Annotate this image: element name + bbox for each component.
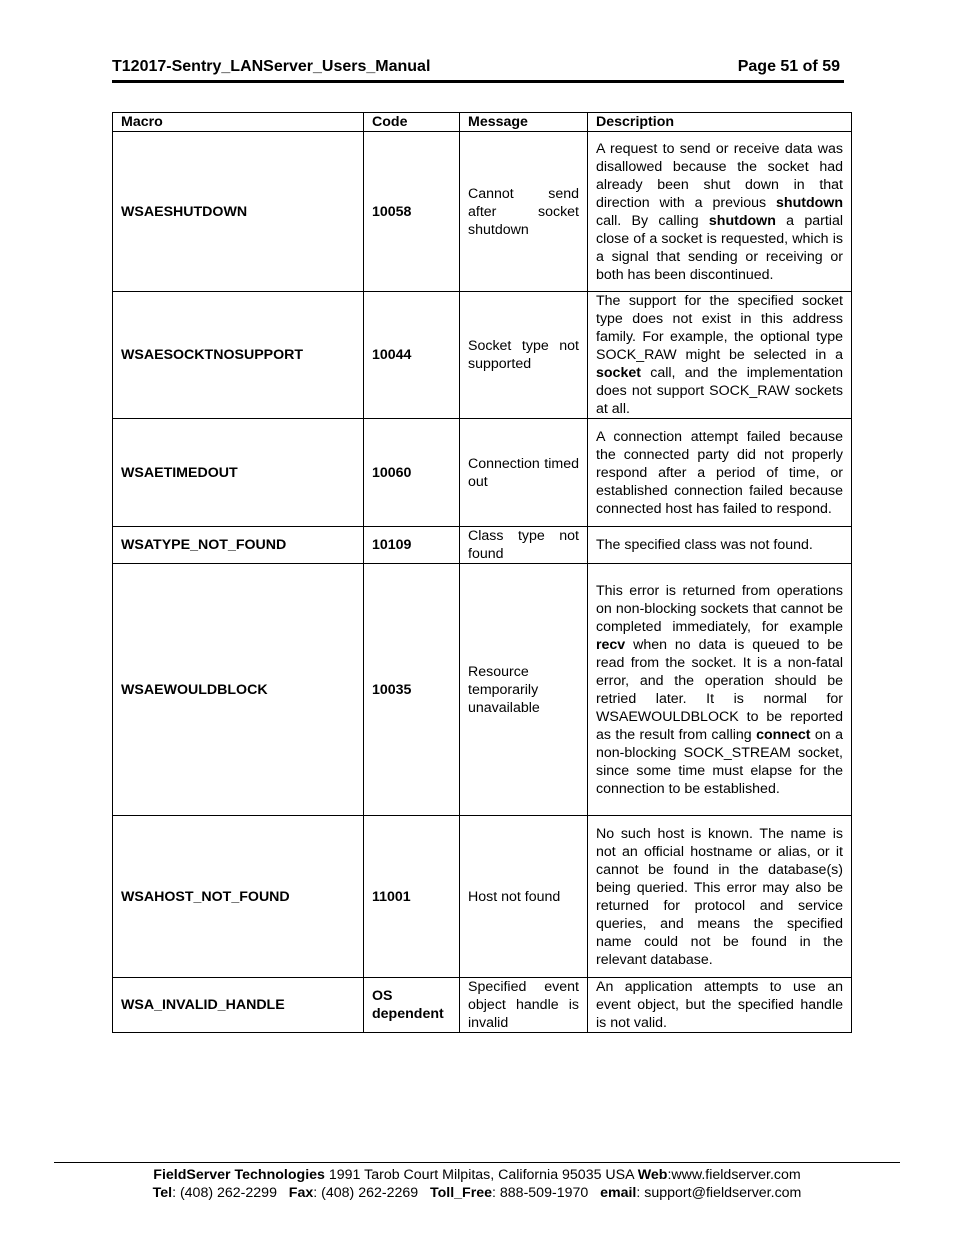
code-cell: 10109 [364, 527, 460, 564]
footer-tollfree-label: Toll_Free [429, 1185, 493, 1201]
function-name: socket [596, 365, 641, 381]
table-row [113, 978, 852, 1033]
description-cell [588, 419, 852, 527]
column-header-message: Message [460, 113, 588, 132]
table-header-row [113, 113, 852, 132]
description-text: A connection attempt failed because the connected party did not properly respond after a period of time, or established connection failed because connected host has failed to respond. [596, 428, 843, 517]
code-cell: 11001 [364, 816, 460, 978]
macro-cell: WSAHOST_NOT_FOUND [113, 816, 364, 978]
footer-tel-value: : (408) 262-2299 [172, 1185, 289, 1201]
code-cell: 10035 [364, 564, 460, 816]
footer-line-1 [54, 1166, 900, 1184]
code-cell: 10058 [364, 132, 460, 292]
table-row [113, 419, 852, 527]
footer-divider [54, 1162, 900, 1163]
message-cell: Socket type not supported [460, 292, 588, 419]
error-code-table [112, 112, 852, 1033]
function-name: connect [756, 726, 811, 743]
document-title: T12017-Sentry_LANServer_Users_Manual [112, 58, 431, 75]
message-cell: Cannot send after socket shutdown [460, 132, 588, 292]
code-cell: 10044 [364, 292, 460, 419]
macro-cell: WSATYPE_NOT_FOUND [113, 527, 364, 564]
macro-cell: WSAETIMEDOUT [113, 419, 364, 527]
footer-fax-label: Fax [288, 1185, 314, 1201]
description-cell [588, 564, 852, 816]
page-header [112, 56, 844, 83]
footer-company: FieldServer Technologies [153, 1167, 325, 1183]
description-text: call, and the implementation does not support SOCK_RAW sockets at all. [596, 365, 843, 417]
message-cell: Connection timed out [460, 419, 588, 527]
macro-cell: WSA_INVALID_HANDLE [113, 978, 364, 1033]
description-text: The specified class was not found. [596, 537, 813, 553]
page-footer [54, 1166, 900, 1202]
footer-web-label: Web [637, 1167, 668, 1183]
footer-line-2 [54, 1184, 900, 1202]
footer-address: 1991 Tarob Court Milpitas, California 95035 USA [324, 1167, 638, 1183]
description-text: A request to send or receive data was disallowed because the socket had already been shut down in that direction with a previous [596, 140, 843, 211]
description-text: a partial close of a socket is requested, which is a signal that sending or receiving or both has been discontinued. [596, 212, 843, 283]
description-cell [588, 527, 852, 564]
macro-cell: WSAESOCKTNOSUPPORT [113, 292, 364, 419]
description-text: This error is returned from operations on non-blocking sockets that cannot be completed immediately, for example [596, 582, 843, 635]
column-header-macro: Macro [113, 113, 364, 132]
table-row [113, 527, 852, 564]
footer-email-value: : support@fieldserver.com [636, 1185, 802, 1201]
message-cell: Class type not found [460, 527, 588, 564]
description-text: An application attempts to use an event object, but the specified handle is not valid. [596, 979, 843, 1031]
table-row [113, 564, 852, 816]
footer-email-label: email [600, 1185, 637, 1201]
message-cell: Specified event object handle is invalid [460, 978, 588, 1033]
footer-tollfree-value: : 888-509-1970 [492, 1185, 601, 1201]
message-cell: Host not found [460, 816, 588, 978]
column-header-description: Description [588, 113, 852, 132]
function-name: recv [596, 636, 626, 653]
description-text: when no data is queued to be read from the socket. It is a non-fatal error, and the operation should be retried later. It is normal for WSAEWOULDBLOCK to be reported as the result from calling [596, 636, 843, 743]
description-text: No such host is known. The name is not an official hostname or alias, or it cannot be found in the database(s) being queried. This error may also be returned for protocol and service queries, and means the specified name could not be found in the relevant database. [596, 825, 843, 968]
message-cell: Resource temporarily unavailable [460, 564, 588, 816]
footer-tel-label: Tel [152, 1185, 173, 1201]
column-header-code: Code [364, 113, 460, 132]
table-row [113, 132, 852, 292]
description-text: The support for the specified socket type does not exist in this address family. For example, the optional type SOCK_RAW might be selected in a [596, 293, 843, 363]
footer-web-value: :www.fieldserver.com [667, 1167, 801, 1183]
function-name: shutdown [708, 212, 776, 229]
macro-cell: WSAESHUTDOWN [113, 132, 364, 292]
description-text: call. By calling [596, 212, 709, 229]
description-cell [588, 292, 852, 419]
page-number: Page 51 of 59 [737, 58, 840, 75]
description-cell [588, 132, 852, 292]
footer-fax-value: : (408) 262-2269 [313, 1185, 430, 1201]
table-row [113, 292, 852, 419]
description-cell [588, 978, 852, 1033]
function-name: shutdown [776, 194, 843, 211]
table-row [113, 816, 852, 978]
macro-cell: WSAEWOULDBLOCK [113, 564, 364, 816]
code-cell: 10060 [364, 419, 460, 527]
code-cell: OS dependent [364, 978, 460, 1033]
description-text: on a non-blocking SOCK_STREAM socket, since some time must elapse for the connection to be established. [596, 726, 843, 797]
description-cell [588, 816, 852, 978]
